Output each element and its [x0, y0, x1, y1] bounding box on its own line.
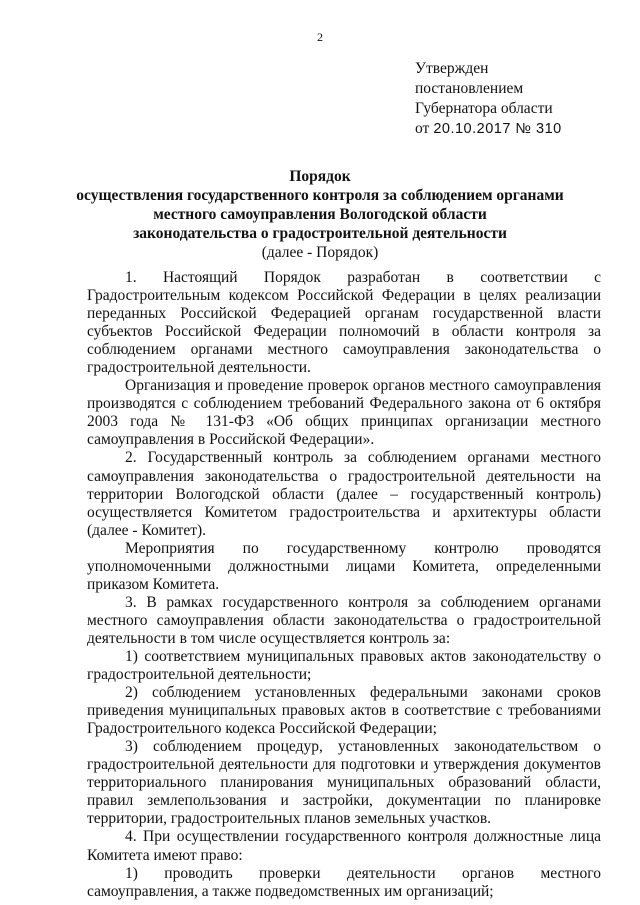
approval-date-line [415, 119, 562, 139]
document-subtitle-line-2: местного самоуправления Вологодской области [153, 206, 487, 223]
approval-date-prefix: от [415, 120, 430, 137]
approval-line-governor: Губернатора области [415, 100, 553, 117]
document-heading [0, 167, 640, 262]
paragraph-9: 4. При осуществлении государственного контроля должностные лица Комитета имеют право: [87, 828, 601, 864]
paragraph-7: 2) соблюдением установленных федеральными законами сроков приведения муниципальных правовых актов в соответствие с требованиями Градостроительного кодекса Российской Федерации; [87, 684, 601, 738]
approval-date-value: 20.10.2017 № 310 [433, 121, 562, 137]
paragraph-4: Мероприятия по государственному контролю проводятся уполномоченными должностными лицами Комитета, определенными приказом Комитета. [87, 539, 601, 593]
document-subtitle-line-1: осуществления государственного контроля за соблюдением органами [76, 187, 564, 204]
page-number: 2 [317, 30, 323, 44]
document-short-name: (далее - Порядок) [261, 244, 379, 261]
paragraph-3: 2. Государственный контроль за соблюдением органами местного самоуправления законодательства о градостроительной деятельности на территории Вологодской области (далее – государственный контроль) осуществляется Комитетом градостроительства и архитектуры области (далее - Комитет). [87, 449, 601, 539]
document-body [87, 269, 601, 901]
paragraph-8: 3) соблюдением процедур, установленных законодательством о градостроительной деятельности для подготовки и утверждения документов территориального планирования муниципальных образований области, правил землепользования и застройки, документации по планировке территории, градостроительных планов земельных участков. [87, 738, 601, 828]
paragraph-5: 3. В рамках государственного контроля за соблюдением органами местного самоуправления области законодательства о градостроительной деятельности в том числе осуществляется контроль за: [87, 593, 601, 647]
paragraph-6: 1) соответствием муниципальных правовых актов законодательству о градостроительной деятельности; [87, 647, 601, 684]
document-title: Порядок [289, 168, 351, 185]
paragraph-2: Организация и проведение проверок органов местного самоуправления производятся с соблюдением требований Федерального закона от 6 октября 2003 года № 131-ФЗ «Об общих принципах организации местного самоуправления в Российской Федерации». [87, 377, 601, 449]
paragraph-1: 1. Настоящий Порядок разработан в соответствии с Градостроительным кодексом Российской Федерации в целях реализации переданных Российской Федерацией органам государственной власти субъектов Российской Федерации полномочий в области контроля за соблюдением органами местного самоуправления законодательства о градостроительной деятельности. [87, 269, 601, 377]
approval-line-approved: Утвержден [415, 60, 489, 77]
paragraph-10: 1) проводить проверки деятельности органов местного самоуправления, а также подведомственных им организаций; [87, 864, 601, 900]
document-subtitle-line-3: законодательства о градостроительной деятельности [133, 225, 507, 242]
approval-line-resolution: постановлением [415, 80, 524, 97]
approval-block [415, 59, 562, 139]
